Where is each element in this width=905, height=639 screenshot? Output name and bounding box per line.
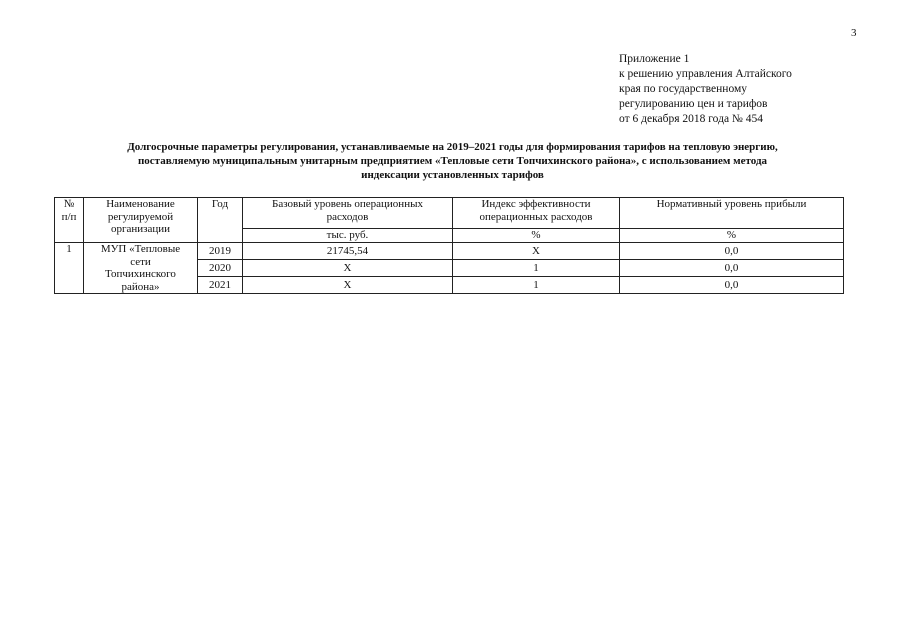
organization-name: МУП «Тепловые сети Топчихинского района» [84,243,198,294]
header-organization: Наименование регулируемой организации [84,198,198,243]
header-base-level: Базовый уровень операционных расходов [243,198,453,229]
cell-base-level: Х [243,277,453,294]
cell-year: 2019 [198,243,243,260]
cell-profit-level: 0,0 [620,277,844,294]
header-profit-level: Нормативный уровень прибыли [620,198,844,229]
page-number: 3 [851,27,857,39]
cell-efficiency-index: 1 [453,260,620,277]
cell-efficiency-index: 1 [453,277,620,294]
row-number: 1 [55,243,84,294]
header-year: Год [198,198,243,243]
parameters-table [54,197,844,294]
appendix-line: края по государственному [619,83,747,95]
document-title [40,140,865,182]
cell-profit-level: 0,0 [620,243,844,260]
cell-base-level: Х [243,260,453,277]
appendix-line: от 6 декабря 2018 года № 454 [619,113,764,125]
cell-profit-level: 0,0 [620,260,844,277]
table-header-row [55,198,844,229]
header-number: № п/п [55,198,84,243]
appendix-line: к решению управления Алтайского [619,68,792,80]
appendix-line: Приложение 1 [619,53,690,65]
cell-base-level: 21745,54 [243,243,453,260]
cell-year: 2021 [198,277,243,294]
title-line: индексации установленных тарифов [361,169,544,181]
unit-efficiency-index: % [453,229,620,243]
cell-efficiency-index: Х [453,243,620,260]
appendix-line: регулированию цен и тарифов [619,98,768,110]
header-efficiency-index: Индекс эффективности операционных расходов [453,198,620,229]
title-line: поставляемую муниципальным унитарным предприятием «Тепловые сети Топчихинского района», с использованием метода [137,155,768,167]
unit-base-level: тыс. руб. [243,229,453,243]
unit-profit-level: % [620,229,844,243]
title-line: Долгосрочные параметры регулирования, устанавливаемые на 2019–2021 годы для формирования тарифов на тепловую энергию, [127,141,778,153]
table-row [55,243,844,260]
appendix-block [619,52,792,127]
cell-year: 2020 [198,260,243,277]
